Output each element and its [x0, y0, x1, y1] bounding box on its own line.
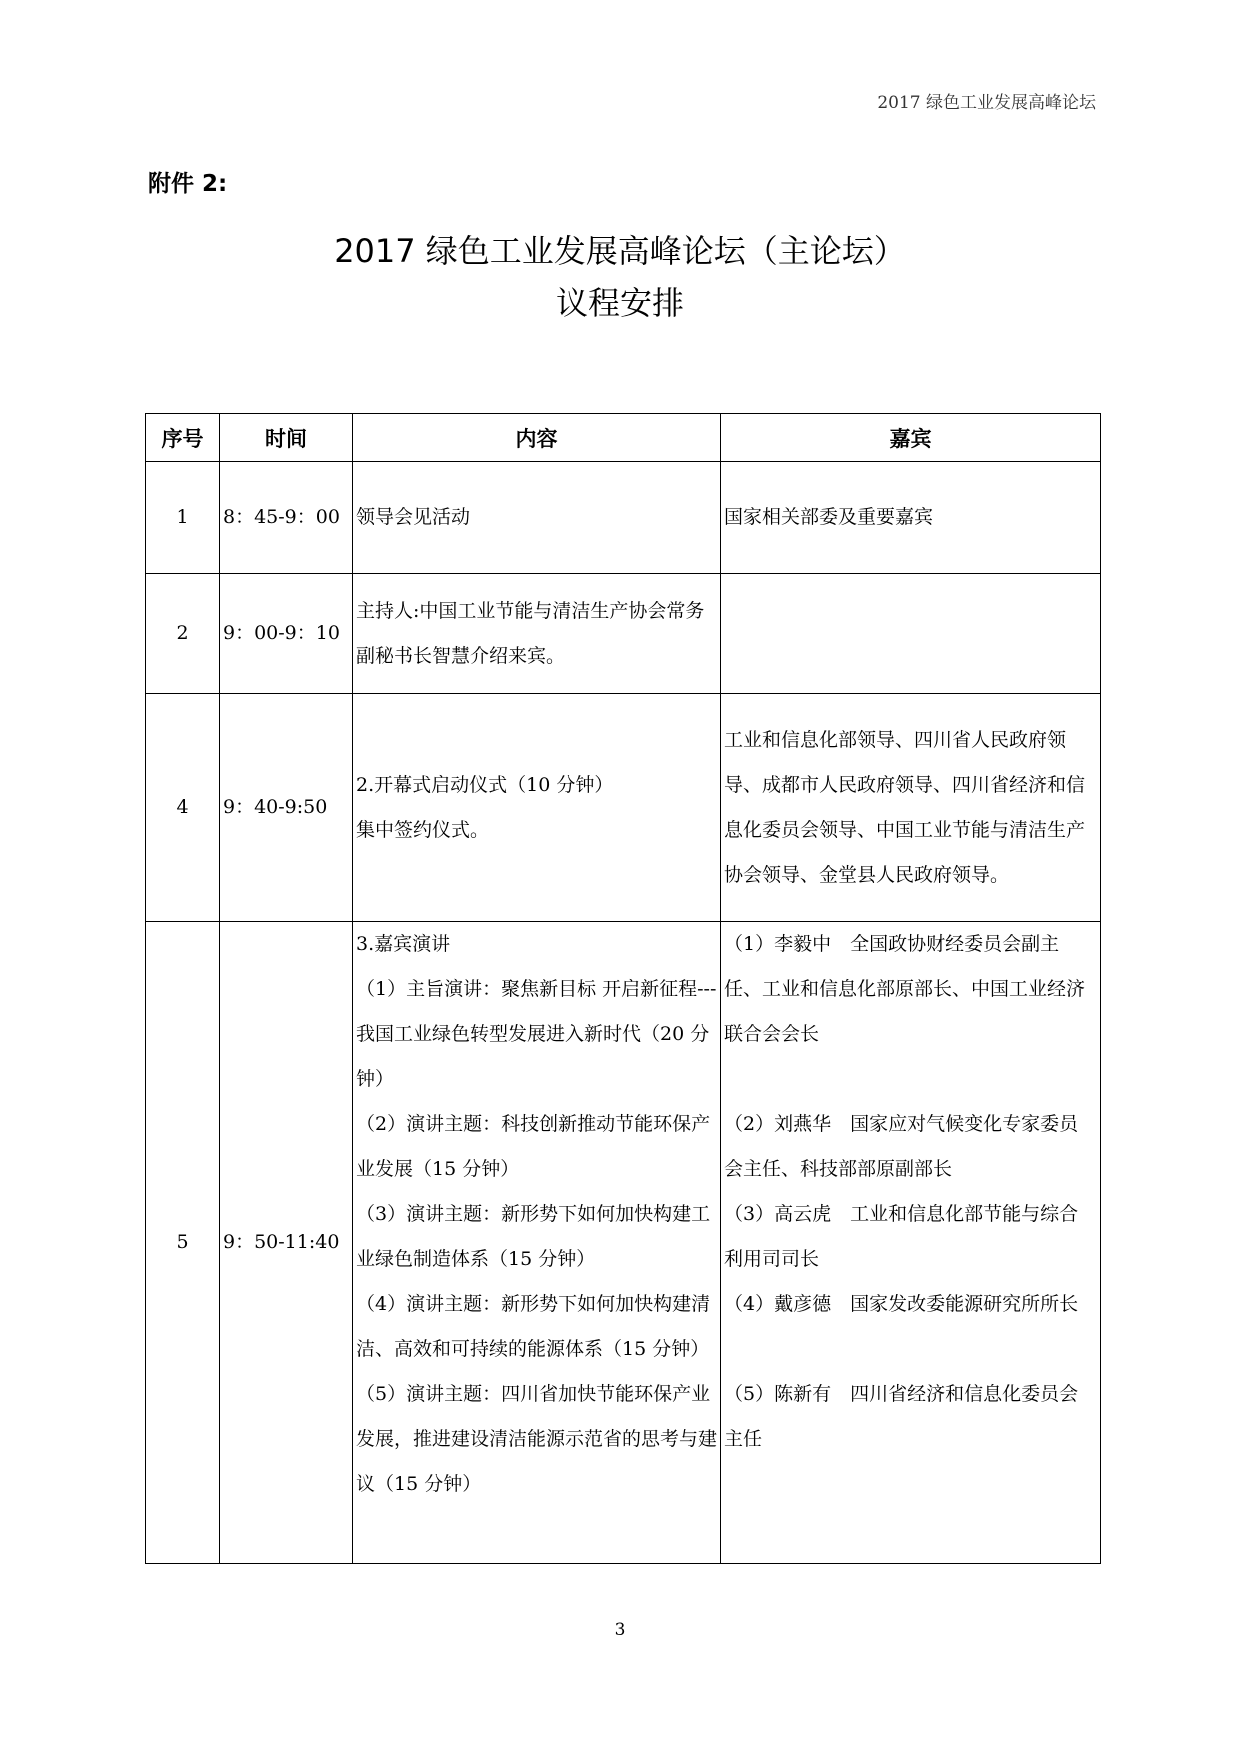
- attachment-label: 附件 2:: [148, 171, 228, 197]
- spacer: [724, 1057, 1097, 1102]
- spacer: [724, 1327, 1097, 1372]
- content-line: 主持人:中国工业节能与清洁生产协会常务副秘书长智慧介绍来宾。: [356, 599, 705, 667]
- table-header-row: [146, 414, 1101, 462]
- row-time: 9：50-11:40: [220, 922, 353, 1564]
- row-no: 2: [146, 574, 220, 694]
- guest-line: （5）陈新有 四川省经济和信息化委员会主任: [724, 1383, 1079, 1450]
- row-no: 4: [146, 694, 220, 922]
- content-line: 2.开幕式启动仪式（10 分钟）: [356, 773, 614, 796]
- guest-line: （4）戴彦德 国家发改委能源研究所所长: [724, 1293, 1079, 1315]
- row-guests: [721, 694, 1101, 922]
- header-guests: 嘉宾: [721, 414, 1101, 462]
- row-content: [353, 694, 721, 922]
- header-time: 时间: [220, 414, 353, 462]
- table-row: [146, 574, 1101, 694]
- page-number: 3: [614, 1620, 626, 1640]
- guest-line: 国家相关部委及重要嘉宾: [724, 506, 934, 528]
- row-no: 1: [146, 462, 220, 574]
- content-line: 集中签约仪式。: [356, 818, 490, 841]
- guest-line: （3）高云虎 工业和信息化部节能与综合利用司司长: [724, 1203, 1079, 1270]
- row-time: 9：40-9:50: [220, 694, 353, 922]
- content-line: （4）演讲主题：新形势下如何加快构建清洁、高效和可持续的能源体系（15 分钟）: [356, 1293, 711, 1360]
- content-line: （5）演讲主题：四川省加快节能环保产业发展，推进建设清洁能源示范省的思考与建议（15 分钟）: [356, 1383, 718, 1495]
- agenda-table: [145, 413, 1101, 1564]
- row-guests: [721, 462, 1101, 574]
- row-content: [353, 462, 721, 574]
- content-line: （3）演讲主题：新形势下如何加快构建工业绿色制造体系（15 分钟）: [356, 1203, 711, 1270]
- table-row: [146, 462, 1101, 574]
- row-guests: [721, 574, 1101, 694]
- page-subtitle: 议程安排: [555, 284, 684, 322]
- table-row: [146, 922, 1101, 1564]
- guest-line: （1）李毅中 全国政协财经委员会副主任、工业和信息化部原部长、中国工业经济联合会会长: [724, 933, 1086, 1045]
- header-content: 内容: [353, 414, 721, 462]
- row-time: 8：45-9：00: [220, 462, 353, 574]
- row-no: 5: [146, 922, 220, 1564]
- content-line: （2）演讲主题：科技创新推动节能环保产业发展（15 分钟）: [356, 1113, 711, 1180]
- table-row: [146, 694, 1101, 922]
- guest-line: 工业和信息化部领导、四川省人民政府领导、成都市人民政府领导、四川省经济和信息化委员会领导、中国工业节能与清洁生产协会领导、金堂县人民政府领导。: [724, 728, 1086, 886]
- content-line: 3.嘉宾演讲: [356, 933, 451, 955]
- content-line: （1）主旨演讲：聚焦新目标 开启新征程---我国工业绿色转型发展进入新时代（20 分钟）: [356, 978, 717, 1090]
- header-no: 序号: [146, 414, 220, 462]
- row-content: [353, 574, 721, 694]
- row-time: 9：00-9：10: [220, 574, 353, 694]
- header-note: 2017 绿色工业发展高峰论坛: [877, 93, 1096, 113]
- content-line: 领导会见活动: [356, 506, 471, 528]
- page-title: 2017 绿色工业发展高峰论坛（主论坛）: [334, 232, 906, 270]
- row-content: [353, 922, 721, 1564]
- guest-line: （2）刘燕华 国家应对气候变化专家委员会主任、科技部部原副部长: [724, 1113, 1079, 1180]
- row-guests: [721, 922, 1101, 1564]
